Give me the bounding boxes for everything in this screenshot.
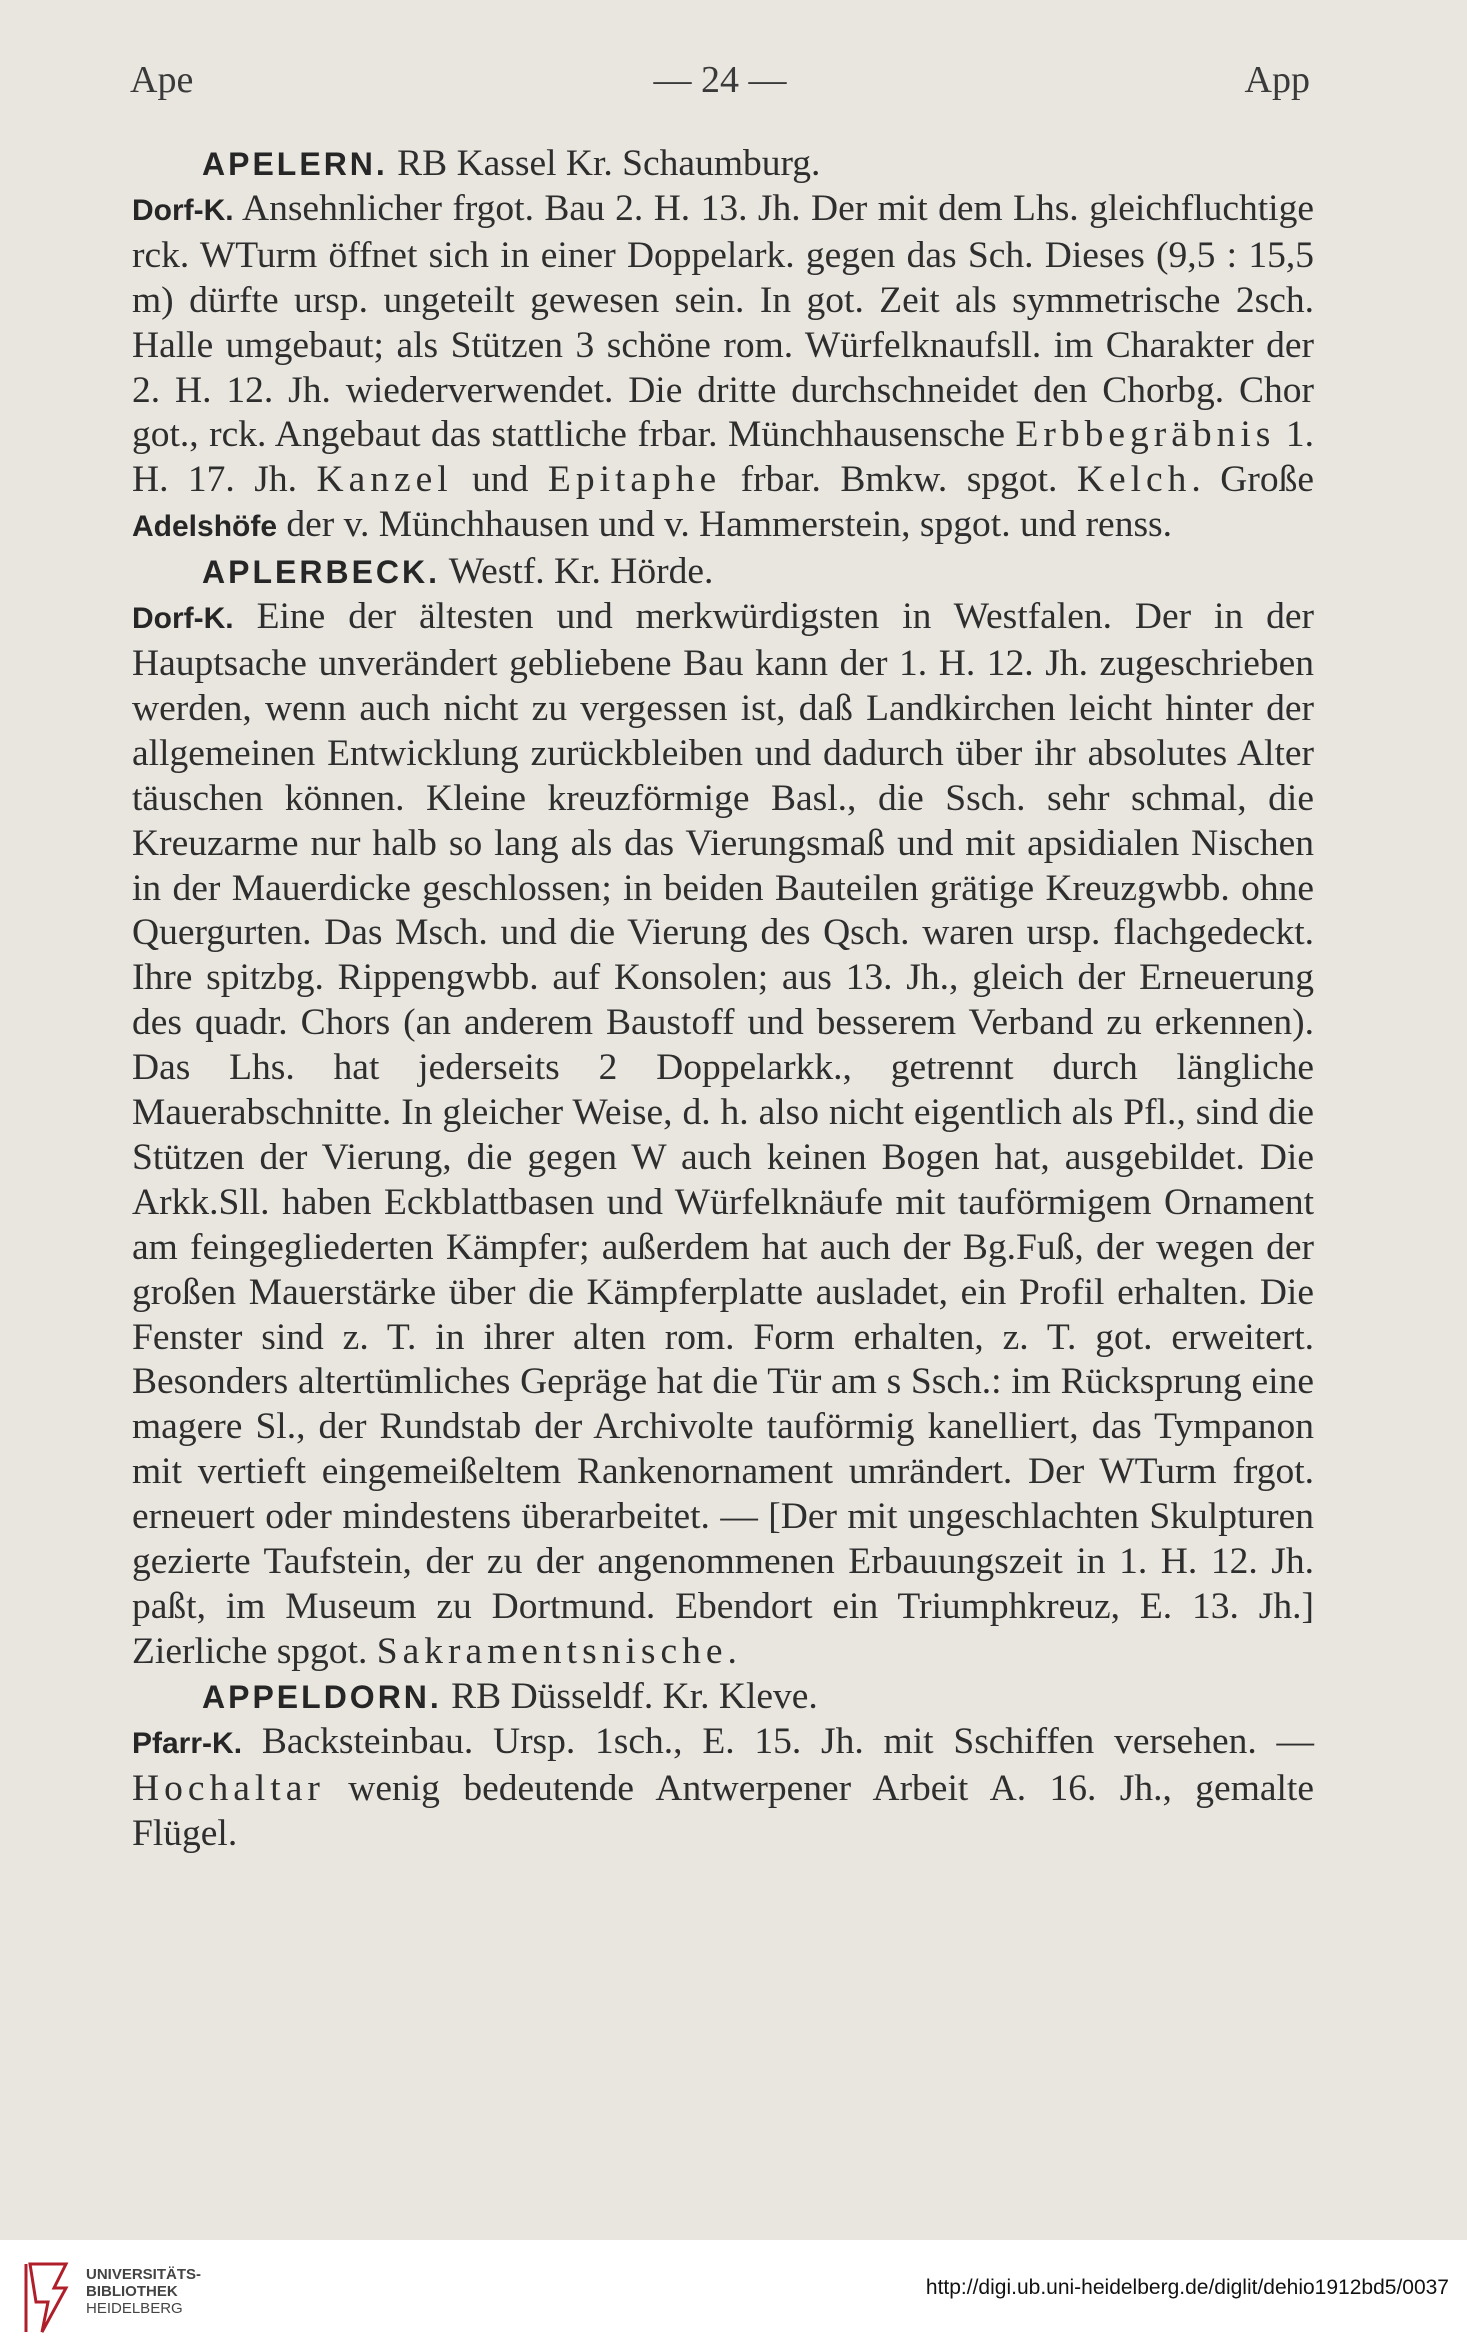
spaced-term: Epitaphe [547, 459, 722, 501]
entry-body: . [727, 1630, 737, 1672]
entry-category: Pfarr-K. [132, 1726, 243, 1760]
entry-title: APELERN. [202, 146, 388, 182]
entry-category: Dorf-K. [132, 193, 234, 227]
footer-bar [0, 2240, 1467, 2352]
entry-body: . Große [1191, 459, 1314, 501]
entry-appeldorn [132, 1675, 1314, 1857]
spaced-term: Hochaltar [132, 1767, 325, 1809]
entry-body: der v. Münchhausen und v. Hammerstein, spgot. und renss. [277, 504, 1173, 546]
spaced-term: Sakramentsnische [376, 1630, 728, 1672]
entry-location: RB Düsseldf. Kr. Kleve. [441, 1675, 818, 1717]
entry-body: frbar. Bmkw. spgot. [721, 459, 1077, 501]
bold-term: Adelshöfe [132, 510, 278, 544]
spaced-term: Kanzel [316, 459, 453, 501]
entry-body: wenig bedeutende Antwerpener Arbeit A. 16. Jh., gemalte Flügel. [132, 1767, 1314, 1854]
entry-title: APPELDORN. [202, 1678, 442, 1715]
entry-body: und [452, 459, 548, 501]
entry-body: Ansehnlicher frgot. Bau 2. H. 13. Jh. Der mit dem Lhs. gleichfluchtige rck. WTurm öffnet sich in einer Doppelark. gegen das Sch. Dieses (9,5 : 15,5 m) dürfte ursp. ungeteilt gewesen sein. In got. Zeit als symmetrische 2sch. Halle umgebaut; als Stützen 3 schöne rom. Würfelknaufsll. im Charakter der 2. H. 12. Jh. wiederverwendet. Die dritte durchschneidet den Chorbg. Chor got., rck. Angebaut das stattliche frbar. Münchhausensche [132, 187, 1314, 456]
source-url-link[interactable]: http://digi.ub.uni-heidelberg.de/diglit/dehio1912bd5/0037 [925, 2276, 1449, 2299]
entry-body: 1. H. 17. Jh. [132, 414, 1315, 501]
page-number: — 24 — [653, 59, 787, 101]
entry-title: APLERBECK. [202, 554, 441, 591]
running-head [130, 58, 1310, 118]
entry-body: Eine der ältesten und merkwürdigsten in Westfalen. Der in der Hauptsache unverändert gebliebene Bau kann der 1. H. 12. Jh. zugeschrieben werden, wenn auch nicht zu vergessen ist, daß Landkirchen leicht hinter der allgemeinen Entwicklung zurückbleiben und dadurch über ihr absolutes Alter täuschen können. Kleine kreuzförmige Basl., die Ssch. sehr schmal, die Kreuzarme nur halb so lang als das Vierungsmaß und mit apsidialen Nischen in der Mauerdicke geschlossen; in beiden Bauteilen grätige Kreuzgwbb. ohne Quergurten. Das Msch. und die Vierung des Qsch. waren ursp. flachgedeckt. Ihre spitzbg. Rippengwbb. auf Konsolen; aus 13. Jh., gleich der Erneuerung des quadr. Chors (an anderem Baustoff und besserem Verband zu erkennen). Das Lhs. hat jederseits 2 Doppelarkk., getrennt durch längliche Mauerabschnitte. In gleicher Weise, d. h. also nicht eigentlich als Pfl., sind die Stützen der Vierung, die gegen W auch keinen Bogen hat, ausgebildet. Die Arkk.Sll. haben Eckblattbasen und Würfelknäufe mit tauförmigem Ornament am feingegliederten Kämpfer; außerdem hat auch der Bg.Fuß, der wegen der großen Mauerstärke über die Kämpferplatte ausladet, ein Profil erhalten. Die Fenster sind z. T. in ihrer alten rom. Form erhalten, z. T. got. erweitert. Besonders altertümliches Gepräge hat die Tür am s Ssch.: im Rücksprung eine magere Sl., der Rundstab der Archivolte tauförmig kanelliert, das Tympanon mit vertieft eingemeißeltem Rankenornament umrändert. Der WTurm frgot. erneuert oder mindestens überarbeitet. — [Der mit ungeschlachten Skulpturen gezierte Taufstein, der zu der angenommenen Erbauungszeit in 1. H. 12. Jh. paßt, im Museum zu Dortmund. Ebendort ein Triumphkreuz, E. 13. Jh.] Zierliche spgot. [132, 596, 1314, 1672]
entry-apelern [132, 142, 1314, 550]
entry-location: RB Kassel Kr. Schaumburg. [387, 143, 821, 184]
running-head-left: Ape [130, 59, 194, 101]
entry-location: Westf. Kr. Hörde. [440, 551, 714, 593]
entry-category: Dorf-K. [132, 602, 234, 636]
library-logo-icon [22, 2258, 82, 2338]
library-name: UNIVERSITÄTS- BIBLIOTHEK HEIDELBERG [86, 2266, 202, 2317]
running-head-right: App [1244, 59, 1310, 101]
spaced-term: Kelch [1076, 459, 1192, 501]
entry-aplerbeck [132, 550, 1314, 1675]
page-text [132, 142, 1314, 1856]
spaced-term: Erbbegräbnis [1015, 414, 1276, 456]
entry-body: Backsteinbau. Ursp. 1sch., E. 15. Jh. mit Sschiffen versehen. — [242, 1720, 1314, 1762]
